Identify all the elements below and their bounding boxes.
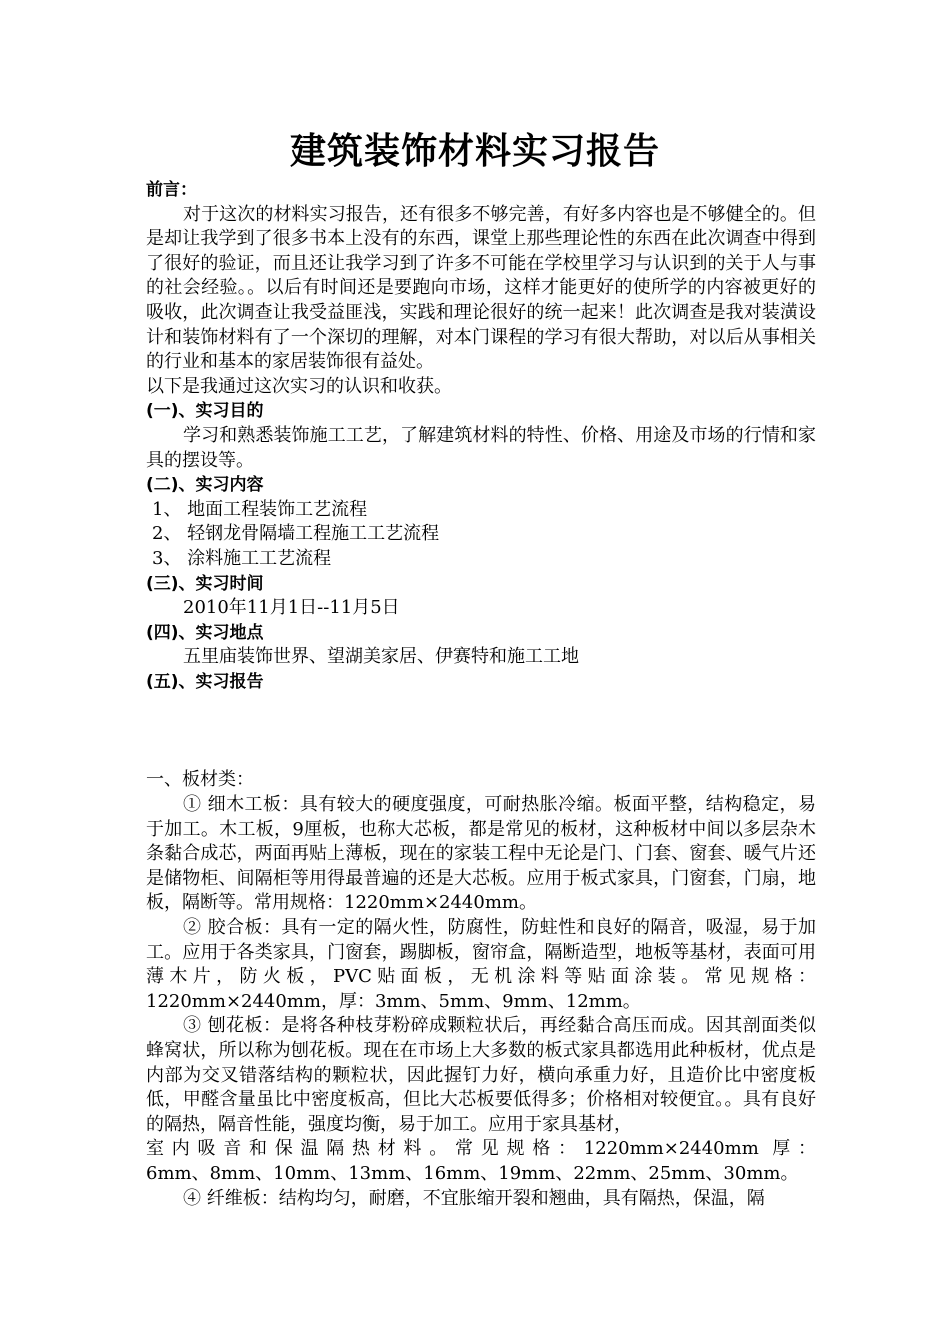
preface-paragraph: 对于这次的材料实习报告，还有很多不够完善，有好多内容也是不够健全的。但是却让我学到了很多书本上没有的东西，课堂上那些理论性的东西在此次调查中得到了很好的验证，而且还让我学习到了许多不可能在学校里学习与认识到的关于人与事的社会经验。。以后有时间还是要跑向市场，这样才能更好的使所学的内容被更好的吸收，此次调查让我受益匪浅，实践和理论很好的统一起来！此次调查是我对装潢设计和装饰材料有了一个深切的理解，对本门课程的学习有很大帮助，对以后从事相关的行业和基本的家居装饰很有益处。 bbox=[146, 203, 816, 373]
purpose-text: 学习和熟悉装饰施工工艺，了解建筑材料的特性、价格、用途及市场的行情和家具的摆设等。 bbox=[146, 424, 816, 471]
section-heading-time: (三)、实习时间 bbox=[146, 573, 264, 594]
section-heading-place: (四)、实习地点 bbox=[146, 622, 264, 643]
section-heading-content: (二)、实习内容 bbox=[146, 475, 264, 496]
board-paragraph-particleboard: ③ 刨花板：是将各种枝芽粉碎成颗粒状后，再经黏合高压而成。因其剖面类似蜂窝状，所以称为刨花板。现在在市场上大多数的板式家具都选用此种板材，优点是内部为交叉错落结构的颗粒状，因此握钉力好，横向承重力好，且造价比中密度板低，甲醛含量虽比中密度板高，但比大芯板要低得多；价格相对较便宜。。具有良好的隔热，隔音性能，强度均衡，易于加工。应用于家具基材， bbox=[146, 1015, 816, 1135]
board-paragraph-particleboard-sizes: 6mm、8mm、10mm、13mm、16mm、19mm、22mm、25mm、30mm。 bbox=[146, 1162, 799, 1184]
boards-heading: 一、板材类： bbox=[146, 769, 254, 791]
preface-closing: 以下是我通过这次实习的认识和收获。 bbox=[146, 375, 452, 397]
time-text: 2010年11月1日--11月5日 bbox=[183, 597, 400, 619]
document-body bbox=[146, 178, 816, 1211]
board-paragraph-particleboard-cont: 室内吸音和保温隔热材料。常见规格：1220mm×2440mm 厚： bbox=[146, 1138, 816, 1160]
section-heading-report: (五)、实习报告 bbox=[146, 671, 264, 692]
section-heading-purpose: (一)、实习目的 bbox=[146, 401, 264, 422]
preface-label: 前言： bbox=[146, 180, 197, 200]
blank-space bbox=[146, 694, 816, 768]
board-paragraph-plywood: ② 胶合板：具有一定的隔火性，防腐性，防蛀性和良好的隔音，吸湿，易于加工。应用于各类家具，门窗套，踢脚板，窗帘盒，隔断造型，地板等基材，表面可用薄木片，防火板，PVC贴面板，无机涂料等贴面涂装。常见规格：1220mm×2440mm，厚：3mm、5mm、9mm、12mm。 bbox=[146, 917, 816, 1012]
place-text: 五里庙装饰世界、望湖美家居、伊赛特和施工工地 bbox=[183, 646, 579, 668]
board-paragraph-blockboard: ① 细木工板：具有较大的硬度强度，可耐热胀冷缩。板面平整，结构稳定，易于加工。木工板，9厘板，也称大芯板，都是常见的板材，这种板材中间以多层杂木条黏合成芯，两面再贴上薄板，现在的家装工程中无论是门、门套、窗套、暖气片还是储物柜、间隔柜等用得最普遍的还是大芯板。应用于板式家具，门窗套，门扇，地板，隔断等。常用规格：1220mm×2440mm。 bbox=[146, 794, 816, 914]
content-item: 2、 轻钢龙骨隔墙工程施工工艺流程 bbox=[152, 523, 440, 545]
document-title: 建筑装饰材料实习报告 bbox=[289, 130, 660, 172]
board-paragraph-fiberboard: ④ 纤维板：结构均匀，耐磨，不宜胀缩开裂和翘曲，具有隔热，保温，隔 bbox=[183, 1187, 765, 1209]
content-item: 3、 涂料施工工艺流程 bbox=[152, 547, 332, 569]
content-item: 1、 地面工程装饰工艺流程 bbox=[152, 498, 368, 520]
